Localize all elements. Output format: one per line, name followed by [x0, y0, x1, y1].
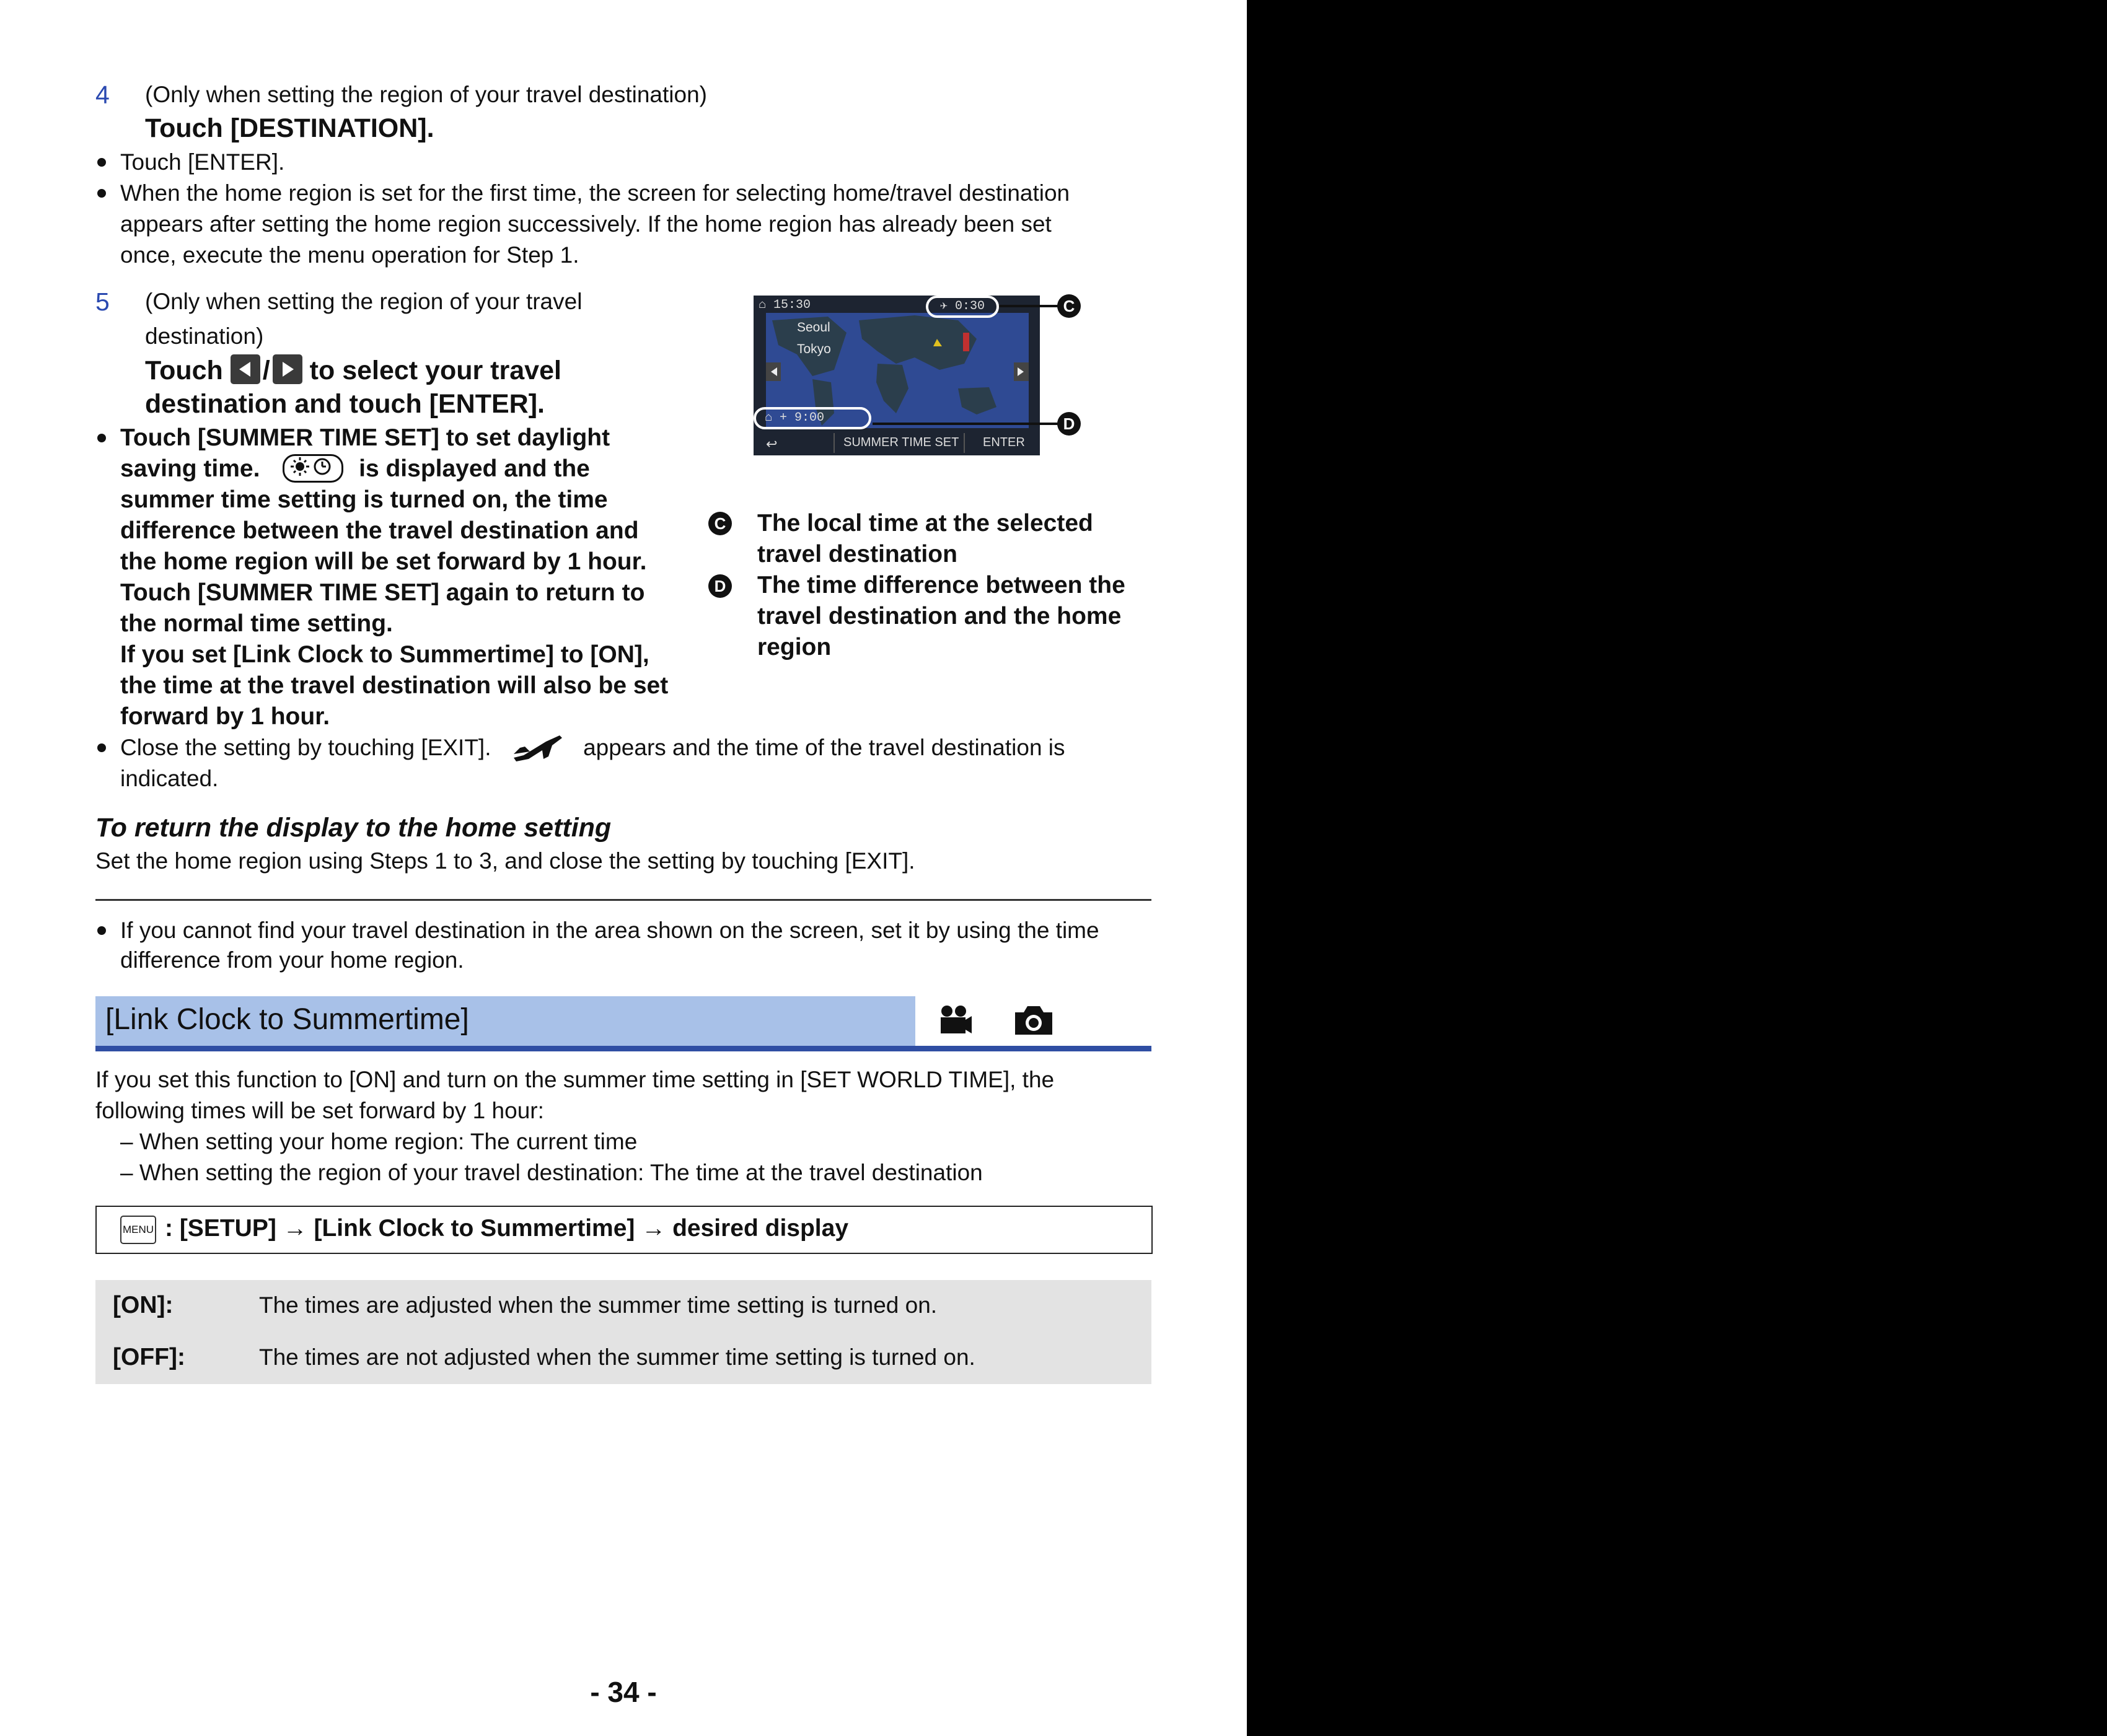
- callout-marker-c: C: [1057, 294, 1081, 318]
- bold-bullet-line: Touch [SUMMER TIME SET] again to return to: [120, 579, 645, 606]
- enter-button[interactable]: ENTER: [983, 436, 1025, 449]
- right-arrow-icon: [273, 354, 302, 384]
- still-camera-icon: [1013, 1004, 1055, 1037]
- bullet-text-cont: indicated.: [120, 766, 219, 791]
- time-diff-highlight: [754, 407, 871, 429]
- step-condition: (Only when setting the region of your travel: [145, 289, 583, 314]
- note-text-cont: difference from your home region.: [120, 947, 464, 973]
- airplane-small-icon: ✈: [939, 299, 948, 313]
- callout-marker-d: D: [1057, 412, 1081, 436]
- camera-screen: [754, 296, 1040, 455]
- step-condition-cont: destination): [145, 323, 264, 349]
- step-condition: (Only when setting the region of your travel destination): [145, 82, 707, 107]
- callout-line: [873, 423, 1060, 425]
- bold-bullet-line: summer time setting is turned on, the time: [120, 486, 608, 513]
- bullet-text-cont: appears after setting the home region successively. If the home region has already been set: [120, 211, 1052, 237]
- travel-time-value: 0:30: [955, 299, 985, 313]
- slash-text: /: [262, 356, 270, 385]
- bullet-text-cont: once, execute the menu operation for Step 1.: [120, 242, 579, 268]
- dash-item: – When setting the region of your travel destination: The time at the travel destination: [120, 1160, 983, 1185]
- home-icon: ⌂: [765, 411, 773, 425]
- bullet-text: Touch [ENTER].: [120, 149, 285, 175]
- legend-marker-c: C: [708, 512, 732, 535]
- bold-bullet-line: [120, 454, 590, 484]
- time-diff-value: + 9:00: [780, 411, 825, 425]
- intro-text: If you set this function to [ON] and turn on the summer time setting in [SET WORLD TIME], the: [95, 1067, 1055, 1092]
- bullet-dot: [97, 158, 106, 167]
- home-time-label: [759, 298, 811, 312]
- legend-text: travel destination and the home: [757, 603, 1122, 629]
- city-label: Seoul: [797, 320, 830, 335]
- callout-line: [999, 305, 1060, 307]
- legend-text: region: [757, 634, 832, 660]
- bold-bullet-part: is displayed and the: [359, 455, 590, 482]
- step-number: 4: [95, 81, 110, 109]
- bullet-dot: [97, 434, 106, 442]
- section-heading: To return the display to the home setting: [95, 813, 612, 843]
- legend-marker-d: D: [708, 574, 732, 598]
- summer-time-icon: [283, 454, 343, 483]
- travel-time-highlight: [926, 296, 999, 318]
- dash-item: – When setting your home region: The current time: [120, 1129, 638, 1154]
- bullet-line: [120, 732, 1065, 763]
- world-map-image: [754, 296, 1040, 455]
- menu-icon: MENU: [120, 1216, 156, 1244]
- option-label: [ON]:: [113, 1292, 174, 1318]
- section-title: [Link Clock to Summertime]: [105, 1003, 469, 1036]
- action-rest-text: to select your travel: [309, 356, 561, 385]
- option-desc: The times are adjusted when the summer time setting is turned on.: [259, 1292, 938, 1318]
- section-underline: [95, 1046, 1151, 1051]
- bold-bullet-line: the normal time setting.: [120, 610, 393, 637]
- svg-text:↩: ↩: [766, 436, 778, 452]
- section-text: Set the home region using Steps 1 to 3, and close the setting by touching [EXIT].: [95, 848, 915, 874]
- option-desc: The times are not adjusted when the summer time setting is turned on.: [259, 1344, 975, 1370]
- bullet-dot: [97, 743, 106, 752]
- bold-bullet-part: saving time.: [120, 455, 260, 482]
- city-label: Tokyo: [797, 342, 831, 356]
- menu-path-text: : [SETUP] → [Link Clock to Summertime] → desired display: [165, 1215, 849, 1242]
- step-action: Touch [DESTINATION].: [145, 113, 434, 143]
- bold-bullet-line: forward by 1 hour.: [120, 703, 330, 730]
- bold-bullet-line: difference between the travel destination and: [120, 517, 639, 544]
- step-action: [145, 354, 561, 388]
- video-camera-icon: [938, 1005, 973, 1035]
- close-text-a: Close the setting by touching [EXIT].: [120, 735, 491, 760]
- bullet-dot: [97, 926, 106, 935]
- bold-bullet-line: the home region will be set forward by 1 hour.: [120, 548, 647, 575]
- bold-bullet-line: If you set [Link Clock to Summertime] to [ON],: [120, 641, 649, 668]
- close-text-b: appears and the time of the travel destination is: [583, 735, 1065, 760]
- note-text: If you cannot find your travel destination in the area shown on the screen, set it by using the time: [120, 918, 1099, 943]
- legend-text: The time difference between the: [757, 572, 1125, 598]
- intro-text-cont: following times will be set forward by 1 hour:: [95, 1098, 544, 1123]
- legend-text: The local time at the selected: [757, 510, 1093, 537]
- legend-text: travel destination: [757, 541, 957, 568]
- summer-time-set-button[interactable]: SUMMER TIME SET: [843, 436, 959, 449]
- divider: [95, 899, 1151, 901]
- left-arrow-icon: [231, 354, 260, 384]
- page-number: - 34 -: [590, 1676, 657, 1708]
- airplane-icon: [511, 733, 565, 763]
- bullet-dot: [97, 189, 106, 198]
- step-action-cont: destination and touch [ENTER].: [145, 389, 545, 419]
- step-number: 5: [95, 287, 110, 316]
- bold-bullet-line: Touch [SUMMER TIME SET] to set daylight: [120, 424, 610, 451]
- home-time-value: 15:30: [773, 298, 811, 312]
- bullet-text: When the home region is set for the first time, the screen for selecting home/travel destination: [120, 180, 1070, 206]
- action-touch-text: Touch: [145, 356, 223, 385]
- option-label: [OFF]:: [113, 1344, 185, 1370]
- home-icon: ⌂: [759, 298, 767, 312]
- bold-bullet-line: the time at the travel destination will also be set: [120, 672, 669, 699]
